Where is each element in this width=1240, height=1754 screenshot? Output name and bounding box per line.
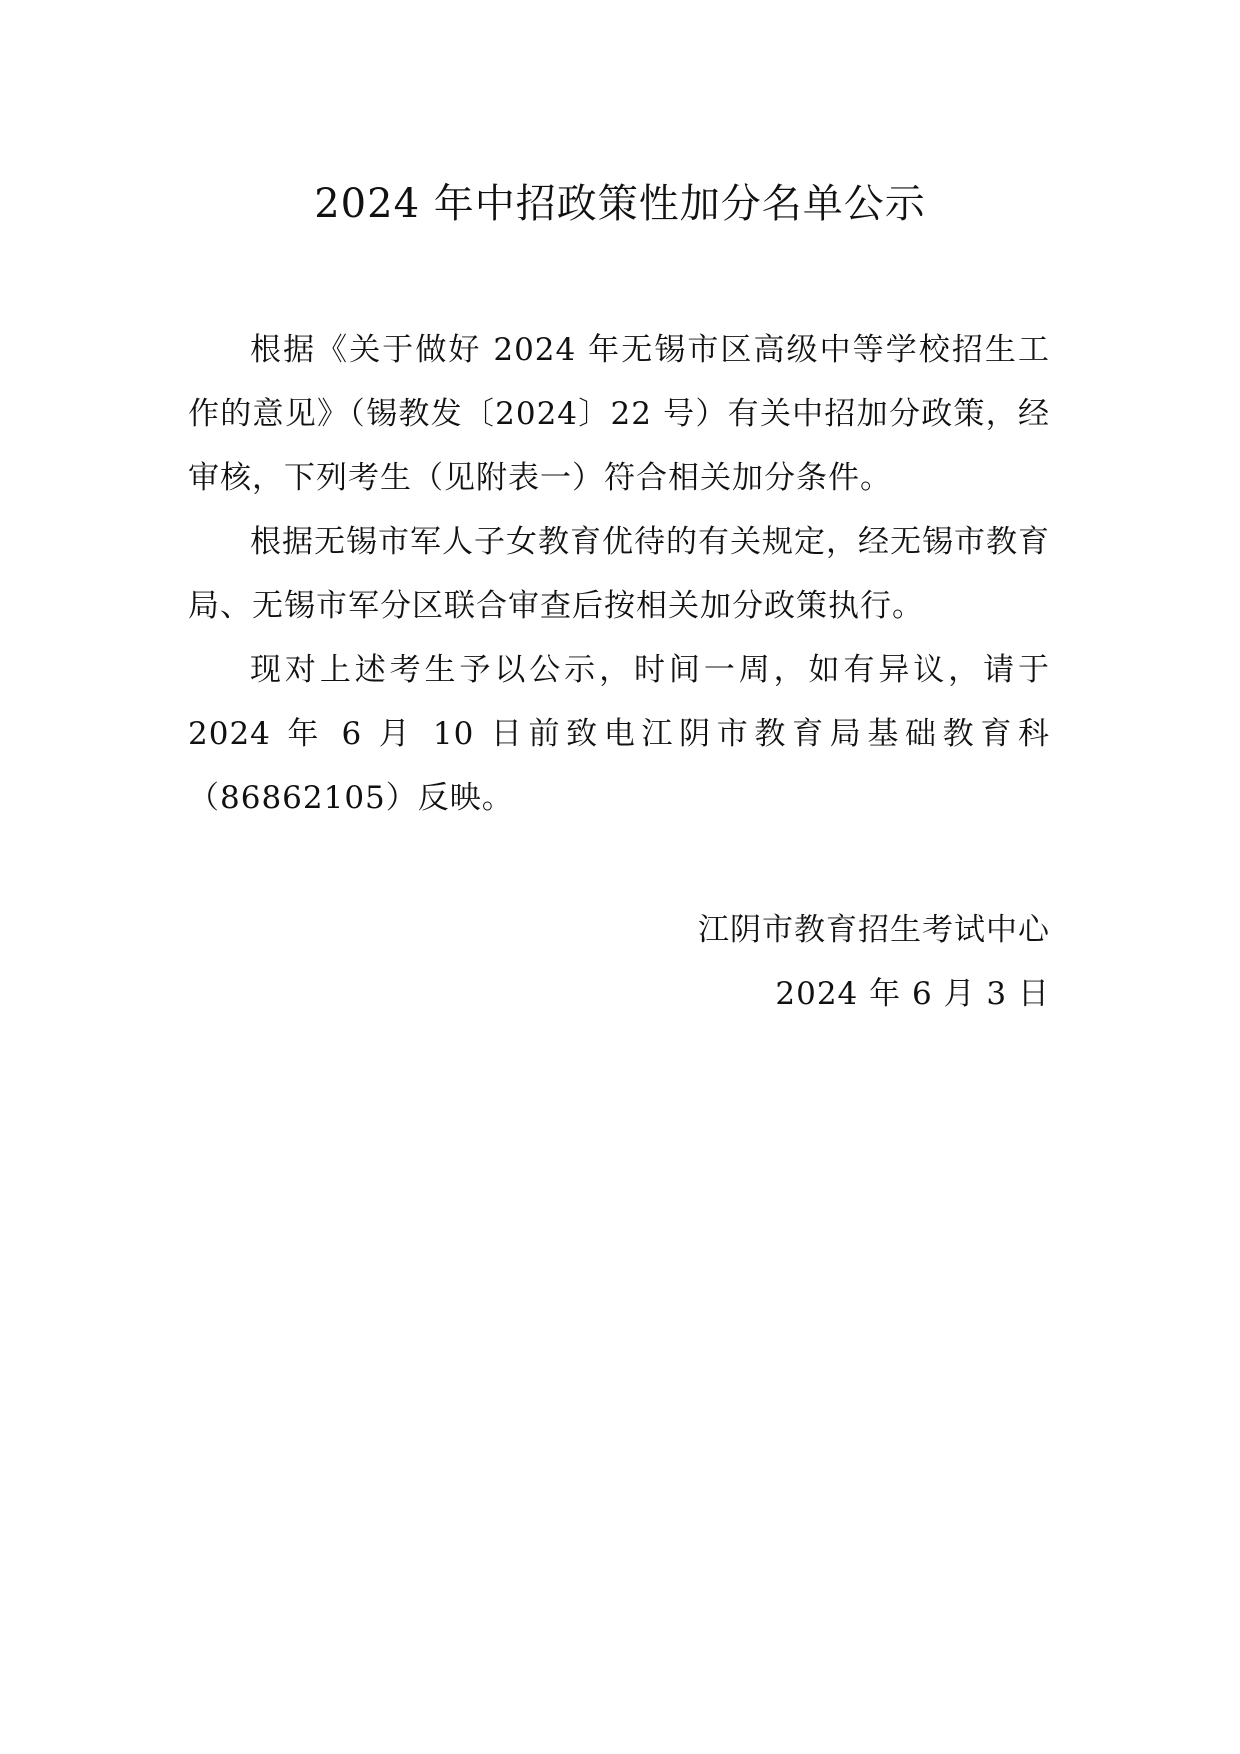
paragraph-policy: 根据《关于做好 2024 年无锡市区高级中等学校招生工作的意见》（锡教发〔2024〕22 号）有关中招加分政策，经审核，下列考生（见附表一）符合相关加分条件。: [188, 332, 1050, 496]
issue-date: 2024 年 6 月 3 日: [775, 976, 1050, 1012]
page-title: 2024 年中招政策性加分名单公示: [314, 181, 926, 227]
paragraph-publicity-notice: 现对上述考生予以公示，时间一周，如有异议，请于 2024 年 6 月 10 日前致电江阴市教育局基础教育科（86862105）反映。: [188, 652, 1050, 816]
paragraph-military-children: 根据无锡市军人子女教育优待的有关规定，经无锡市教育局、无锡市军分区联合审查后按相关加分政策执行。: [188, 524, 1050, 624]
signature-block: [698, 898, 1050, 1026]
issuing-organization: 江阴市教育招生考试中心: [698, 912, 1050, 948]
document-body: [188, 318, 1050, 830]
